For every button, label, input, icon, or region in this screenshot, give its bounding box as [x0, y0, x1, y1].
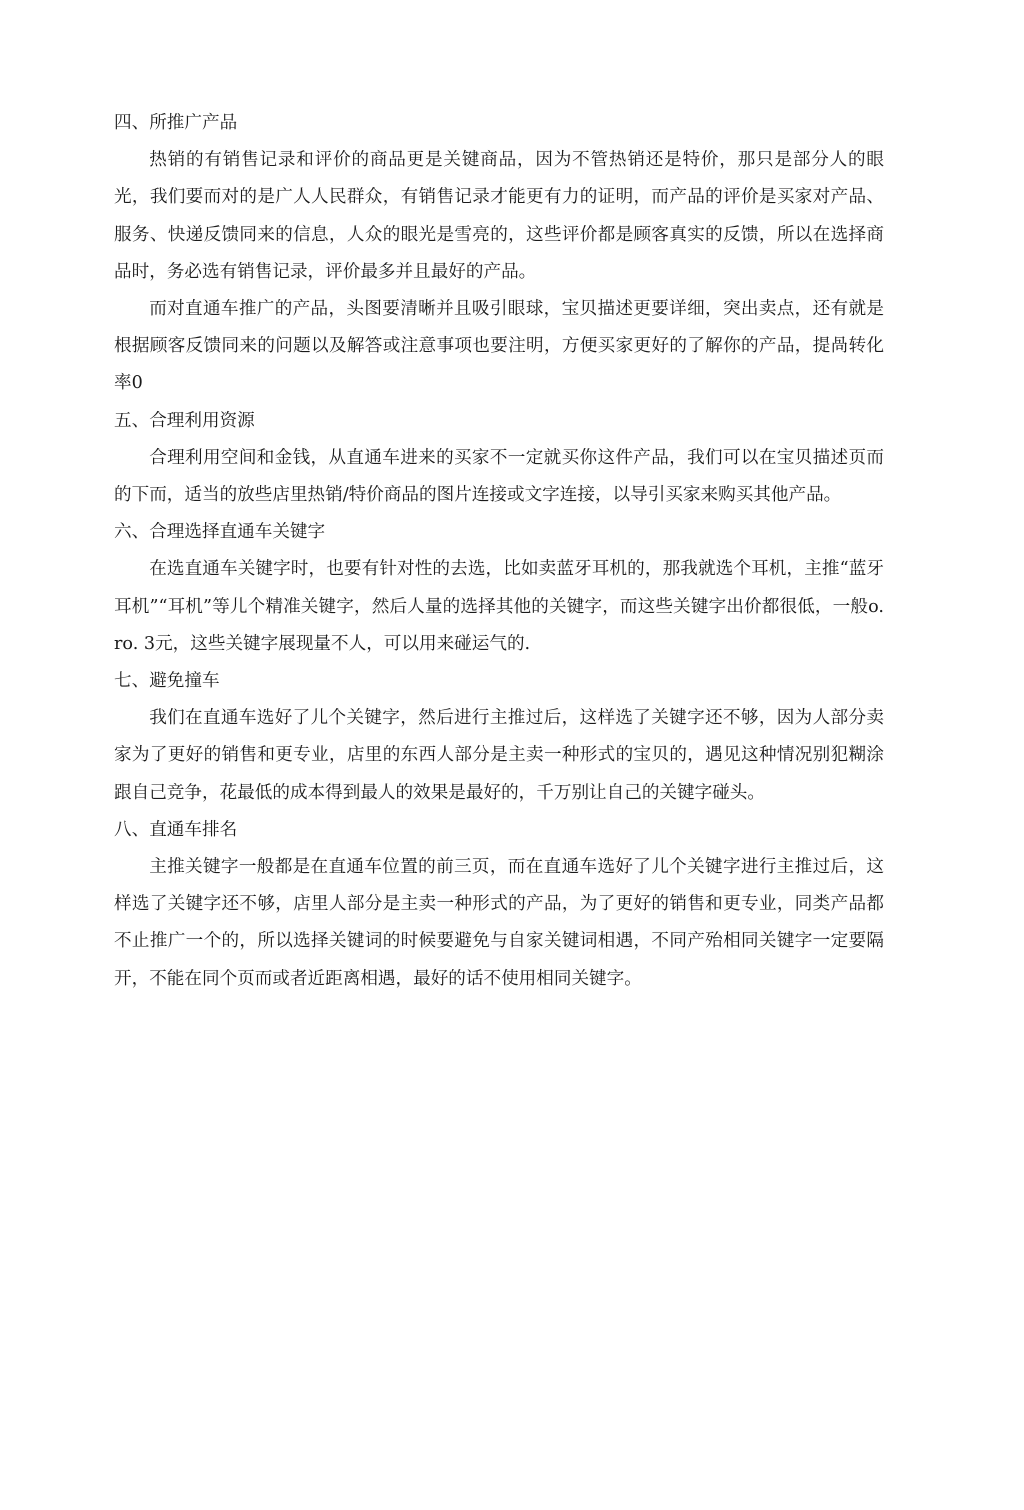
paragraph: 我们在直通车选好了儿个关键字，然后进行主推过后，这样选了关键字还不够，因为人部分卖家为了更好的销售和更专业，店里的东西人部分是主卖一种形式的宝贝的，遇见这种情况别犯糊涂跟自己竞争，花最低的成本得到最人的效果是最好的，千万别让自己的关键字碰头。 [114, 708, 884, 803]
paragraph: 主推关键字一般都是在直通车位置的前三页，而在直通车选好了儿个关键字进行主推过后，这样选了关键字还不够，店里人部分是主卖一种形式的产品，为了更好的销售和更专业，同类产品都不止推广一个的，所以选择关键词的时候要避免与自家关键词相遇，不同产殆相同关键字一定要隔开，不能在同个页而或者近距离相遇，最好的话不使用相同关键字。 [114, 857, 884, 989]
section-choose-keywords [114, 514, 884, 663]
section-heading: 五、合理利用资源 [114, 410, 255, 431]
paragraph: 合理利用空间和金钱，从直通车进来的买家不一定就买你这件产品，我们可以在宝贝描述页而的下而，适当的放些店里热销/特价商品的图片连接或文字连接，以导引买家来购买其他产品。 [114, 447, 884, 506]
paragraph: 在选直通车关键字时，也要有针对性的去选，比如卖蓝牙耳机的，那我就选个耳机，主推“蓝牙耳机”“耳机”等儿个精准关键字，然后人量的选择其他的关键字，而这些关键字出价都很低，一般o. ro. 3元，这些关键字展现量不人，可以用来碰运气的. [114, 559, 884, 654]
section-heading: 四、所推广产品 [114, 113, 238, 133]
section-promoted-products [114, 105, 884, 403]
section-heading: 六、合理选择直通车关键字 [114, 522, 326, 543]
section-ranking [114, 812, 884, 998]
paragraph: 热销的有销售记录和评价的商品更是关键商品，因为不管热销还是特价，那只是部分人的眼光，我们要而对的是广人人民群众，有销售记录才能更有力的证明，而产品的评价是买家对产品、服务、快递反馈同来的信息，人众的眼光是雪亮的，这些评价都是顾客真实的反馈，所以在选择商品时，务必选有销售记录，评价最多并且最好的产品。 [114, 150, 884, 282]
document-body [114, 105, 884, 998]
section-use-resources [114, 403, 884, 515]
paragraph: 而对直通车推广的产品，头图要清晰并且吸引眼球，宝贝描述更要详细，突出卖点，还有就是根据顾客反馈同来的问题以及解答或注意事项也要注明，方便买家更好的了解你的产品，提咼转化率0 [114, 299, 884, 394]
section-heading: 八、直通车排名 [114, 819, 238, 840]
section-heading: 七、避免撞车 [114, 671, 220, 692]
section-avoid-collision [114, 663, 884, 812]
